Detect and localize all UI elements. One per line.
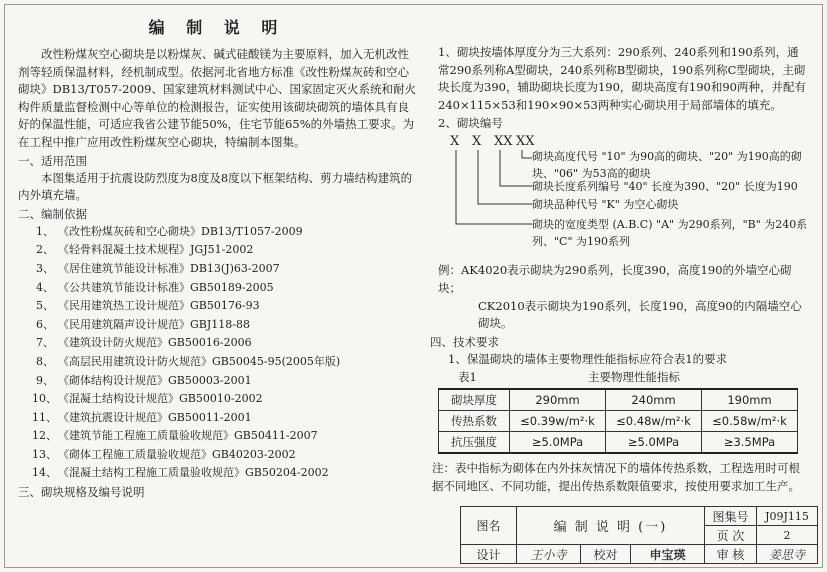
list-item: 7、 《建筑设计防火规范》GB50016-2006 (36, 336, 252, 350)
list-item: 14、《混凝土结构工程施工质量验收规范》GB50204-2002 (32, 466, 329, 480)
performance-table (438, 388, 798, 454)
section-1-text: 本图集适用于抗震设防烈度为8度及8度以下框架结构、剪力墙结构建筑的内外填充墙。 (18, 170, 413, 203)
list-item: 1、 《改性粉煤灰砖和空心砌块》DB13/T1057-2009 (36, 224, 303, 238)
code-letter-width: X (450, 134, 460, 150)
table-cell: ≥5.0MPa (606, 432, 702, 454)
table-cell: 抗压强度 (439, 432, 510, 454)
table-title: 主要物理性能指标 (588, 370, 680, 385)
drawing-name: 编 制 说 明 (一) (517, 507, 705, 545)
table-header-cell: 240mm (606, 389, 702, 411)
right-column (430, 44, 810, 496)
section-4-heading: 四、技术要求 (430, 334, 499, 349)
reviewer-signature: 姜思寺 (768, 547, 805, 562)
table-header-cell: 190mm (702, 389, 798, 411)
atlas-label: 图集号 (705, 507, 757, 526)
standards-list (18, 223, 416, 483)
atlas-number: J09J115 (757, 507, 817, 526)
section-4-item-1: 1、保温砌块的墙体主要物理性能指标应符合表1的要求 (448, 351, 728, 366)
code-note-height: 砌块高度代号 "10" 为90高的砌块、"20" 为190高的砌块、"06" 为53高的砌块 (532, 150, 802, 181)
table-caption (438, 368, 810, 386)
list-item: 10、《混凝土结构设计规范》GB50010-2002 (32, 392, 263, 406)
spec-paragraph-1: 1、砌块按墙体厚度分为三大系列：290系列、240系列和190系列，通常290系列称A型砌块，240系列称B型砌块，190系列称C型砌块，主砌块长度为390，辅助砌块长度为190，砌块高度有190和90两种，并配有240×115×53和190×90×53两种实心砌块用于局部墙体的填充。 (438, 45, 806, 112)
designer-signature: 王小寺 (517, 545, 581, 563)
title-label: 图名 (461, 507, 517, 545)
checker-signature: 申宝瑛 (631, 545, 705, 563)
table-cell: ≤0.58w/m²·k (702, 411, 798, 432)
table-row (439, 389, 798, 411)
title-block (460, 506, 818, 564)
designer-label: 设计 (461, 545, 517, 563)
list-item: 2、 《轻骨料混凝土技术规程》JGJ51-2002 (36, 243, 254, 257)
list-item: 4、 《公共建筑节能设计标准》GB50189-2005 (36, 280, 274, 294)
page-number: 2 (757, 526, 817, 545)
section-2-heading: 二、编制依据 (18, 206, 87, 221)
section-1-heading: 一、适用范围 (18, 153, 87, 168)
table-cell: 传热系数 (439, 411, 510, 432)
table-header-cell: 290mm (510, 389, 606, 411)
list-item: 6、 《民用建筑隔声设计规范》GBJ118-88 (36, 317, 250, 331)
intro-paragraph: 改性粉煤灰空心砌块是以粉煤灰、碱式硅酸镁为主要原料，加入无机改性剂等轻质保温材料，经机制成型。依据河北省地方标准《改性粉煤灰砖和空心砌块》DB13/T057-2009、国家建筑材料测试中心、国家固定灭火系统和耐火构件质量监督检测中心等单位的检测报告，证实使用该砌块砌筑的墙体具有良好的保温性能，可适应我省公建节能50%，住宅节能65%的外墙热工要求。为在工程中推广应用改性粉煤灰空心砌块，特编制本图集。 (18, 47, 416, 149)
code-note-kind: 砌块品种代号 "K" 为空心砌块 (532, 198, 679, 212)
table-row (439, 432, 798, 454)
list-item: 9、 《砌体结构设计规范》GB50003-2001 (36, 373, 252, 387)
checker-label: 校对 (581, 545, 631, 563)
table-cell: ≥5.0MPa (510, 432, 606, 454)
code-letter-length: XX (494, 134, 513, 150)
reviewer-label: 审 核 (705, 545, 757, 563)
example-2: CK2010表示砌块为190系列，长度190，高度90的内隔墙空心砌块。 (478, 298, 802, 331)
table-label: 表1 (458, 370, 477, 385)
code-letter-height: XX (516, 134, 535, 150)
section-3-heading: 三、砌块规格及编号说明 (18, 485, 145, 500)
table-row (439, 411, 798, 432)
code-note-width: 砌块的宽度类型 (A.B.C) "A" 为290系列，"B" 为240系列、"C" 为190系列 (532, 218, 808, 249)
table-note: 注：表中指标为砌体在内外抹灰情况下的墙体传热系数，工程选用时可根据不同地区、不同功能，提出传热系数限值要求，按使用要求加工生产。 (432, 461, 800, 493)
table-header-cell: 砌块厚度 (439, 389, 510, 411)
list-item: 8、 《高层民用建筑设计防火规范》GB50045-95(2005年版) (36, 354, 341, 368)
block-code-diagram (438, 134, 810, 260)
list-item: 3、 《居住建筑节能设计标准》DB13(J)63-2007 (36, 261, 280, 275)
page-label: 页 次 (705, 526, 757, 545)
table-cell: ≤0.48w/m²·k (606, 411, 702, 432)
list-item: 11、《建筑抗震设计规范》GB50011-2001 (32, 410, 252, 424)
spec-paragraph-2: 2、砌块编号 (438, 116, 503, 131)
code-letter-kind: X (472, 134, 482, 150)
list-item: 5、 《民用建筑热工设计规范》GB50176-93 (36, 299, 260, 313)
list-item: 13、《砌体工程施工质量验收规范》GB40203-2002 (32, 447, 296, 461)
table-cell: ≥3.5MPa (702, 432, 798, 454)
example-1: 例：AK4020表示砌块为290系列，长度390，高度190的外墙空心砌块； (438, 263, 792, 295)
code-note-length: 砌块长度系列编号 "40" 长度为390、"20" 长度为190 (532, 180, 798, 194)
table-cell: ≤0.39w/m²·k (510, 411, 606, 432)
left-column (18, 18, 416, 501)
list-item: 12、《建筑节能工程施工质量验收规范》GB50411-2007 (32, 429, 318, 443)
document-title: 编 制 说 明 (148, 18, 286, 37)
